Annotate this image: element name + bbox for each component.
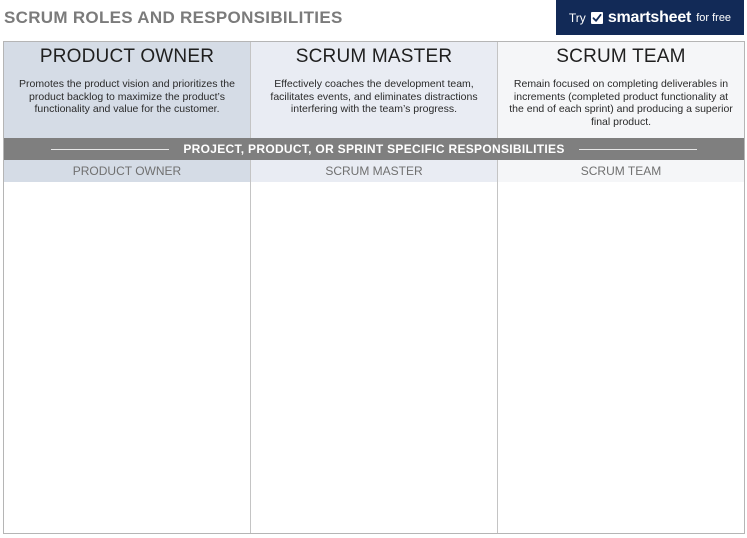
section-band (4, 138, 744, 160)
role-title: SCRUM TEAM (556, 46, 686, 67)
banner-suffix: for free (696, 11, 732, 24)
responsibilities-cell-product-owner[interactable] (4, 182, 251, 533)
role-title: SCRUM MASTER (295, 46, 453, 67)
role-description: Remain focused on completing deliverables in increments (completed product functionality at the end of each sprint) and producing a superior final product. (509, 78, 733, 128)
banner-try-label: Try (568, 10, 586, 25)
role-product-owner (4, 42, 251, 138)
responsibilities-row (4, 182, 744, 533)
role-scrum-team (498, 42, 744, 138)
page-title: SCRUM ROLES AND RESPONSIBILITIES (4, 8, 343, 27)
section-band-label: PROJECT, PRODUCT, OR SPRINT SPECIFIC RESPONSIBILITIES (183, 142, 565, 156)
role-description: Promotes the product vision and prioritizes the product backlog to maximize the product’s functionality and value for the customer. (19, 78, 235, 115)
roles-table (3, 41, 745, 534)
banner-brand: smartsheet (607, 8, 692, 26)
column-header-scrum-team: SCRUM TEAM (498, 160, 744, 182)
band-rule-right (579, 149, 697, 150)
band-rule-left (51, 149, 169, 150)
roles-row (4, 42, 744, 138)
column-header-product-owner: PRODUCT OWNER (4, 160, 251, 182)
checkmark-icon (591, 12, 603, 24)
column-header-row (4, 160, 744, 182)
role-title: PRODUCT OWNER (39, 46, 215, 67)
role-scrum-master (251, 42, 498, 138)
column-header-scrum-master: SCRUM MASTER (251, 160, 498, 182)
role-description: Effectively coaches the development team, facilitates events, and eliminates distractions interfering with the team’s progress. (270, 78, 478, 115)
try-smartsheet-banner[interactable] (556, 0, 744, 35)
responsibilities-cell-scrum-master[interactable] (251, 182, 498, 533)
responsibilities-cell-scrum-team[interactable] (498, 182, 744, 533)
